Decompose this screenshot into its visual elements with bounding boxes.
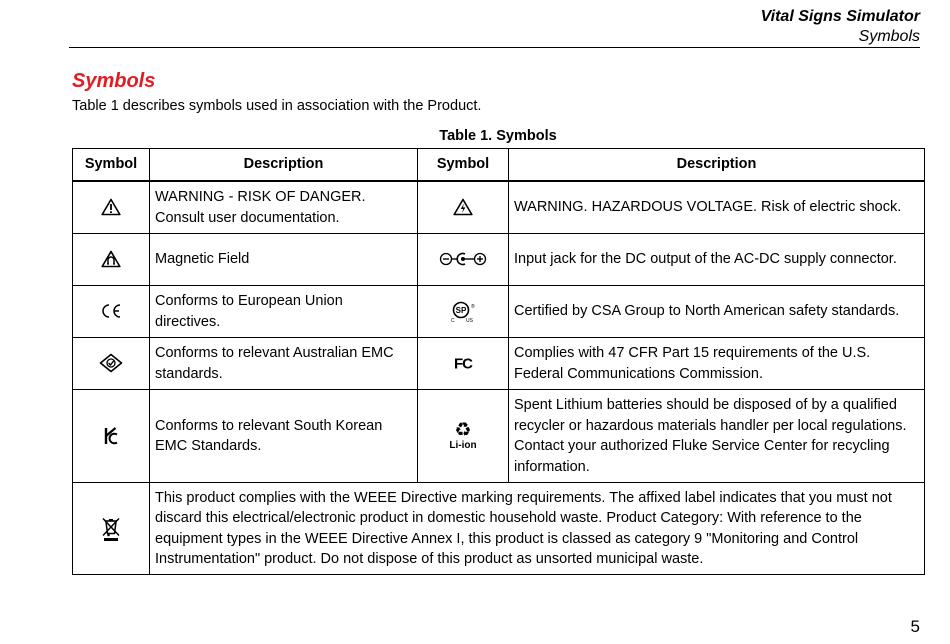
symbol-cell xyxy=(418,390,509,483)
table-row xyxy=(73,390,925,483)
csa-mark-icon xyxy=(448,301,478,323)
recycle-icon: ♻ xyxy=(454,419,472,441)
symbol-cell xyxy=(73,234,150,286)
description-cell: Input jack for the DC output of the AC-DC supply connector. xyxy=(509,234,925,286)
fcc-mark-letters: FC xyxy=(454,355,472,372)
table-row xyxy=(73,234,925,286)
symbols-table xyxy=(72,148,925,575)
csa-registered-mark: ® xyxy=(471,303,475,310)
description-cell: Magnetic Field xyxy=(150,234,418,286)
description-cell: Certified by CSA Group to North American safety standards. xyxy=(509,286,925,338)
description-cell: Complies with 47 CFR Part 15 requirements of the U.S. Federal Communications Commission. xyxy=(509,338,925,390)
symbol-cell xyxy=(73,338,150,390)
ce-mark-icon xyxy=(100,303,122,319)
csa-mark-letters: SP xyxy=(455,305,467,315)
description-cell: Conforms to relevant Australian EMC standards. xyxy=(150,338,418,390)
dc-polarity-icon xyxy=(439,251,487,267)
fcc-mark-icon xyxy=(451,355,475,371)
csa-us-label: US xyxy=(466,317,473,323)
table-caption: Table 1. Symbols xyxy=(439,128,557,144)
symbol-cell xyxy=(73,181,150,234)
csa-c-label: C xyxy=(451,317,455,323)
symbol-cell xyxy=(418,234,509,286)
description-cell: Conforms to relevant South Korean EMC Standards. xyxy=(150,390,418,483)
header-rule xyxy=(69,47,920,48)
symbol-cell xyxy=(73,483,150,575)
symbol-cell xyxy=(73,286,150,338)
description-cell: Spent Lithium batteries should be disposed of by a qualified recycler or hazardous materials handler per local regulations. Contact your authorized Fluke Service Center for recycling information. xyxy=(509,390,925,483)
table-row xyxy=(73,181,925,234)
running-header xyxy=(761,7,920,47)
description-cell: WARNING - RISK OF DANGER. Consult user documentation. xyxy=(150,181,418,234)
recycle-li-ion-icon xyxy=(449,419,477,451)
header-subtitle: Symbols xyxy=(858,28,920,45)
description-cell: This product complies with the WEEE Directive marking requirements. The affixed label indicates that you must not discard this electrical/electronic product in domestic household waste. Product Category: With reference to the equipment types in the WEEE Directive Annex I, this product is classed as category 9 "Monitoring and Control Instrumentation" product. Do not dispose of this product as unsorted municipal waste. xyxy=(150,483,925,575)
page-number: 5 xyxy=(910,617,920,636)
weee-bin-icon xyxy=(100,516,122,542)
section-intro: Table 1 describes symbols used in association with the Product. xyxy=(72,98,482,114)
rcm-mark-icon xyxy=(99,353,123,373)
table-row-weee xyxy=(73,483,925,575)
description-cell: WARNING. HAZARDOUS VOLTAGE. Risk of electric shock. xyxy=(509,181,925,234)
warning-triangle-icon xyxy=(101,198,121,216)
table-row xyxy=(73,338,925,390)
hazardous-voltage-icon xyxy=(453,198,473,216)
symbol-cell xyxy=(418,286,509,338)
col-header-description-2: Description xyxy=(509,149,925,182)
kc-mark-icon xyxy=(103,426,119,446)
symbol-cell xyxy=(418,181,509,234)
li-ion-label: Li-ion xyxy=(449,439,477,451)
symbol-cell xyxy=(418,338,509,390)
table-row xyxy=(73,286,925,338)
symbol-cell xyxy=(73,390,150,483)
col-header-symbol-2: Symbol xyxy=(418,149,509,182)
description-cell: Conforms to European Union directives. xyxy=(150,286,418,338)
magnetic-field-icon xyxy=(101,250,121,268)
col-header-symbol: Symbol xyxy=(73,149,150,182)
section-title: Symbols xyxy=(72,70,156,92)
col-header-description: Description xyxy=(150,149,418,182)
table-header-row xyxy=(73,149,925,182)
header-title: Vital Signs Simulator xyxy=(760,8,920,25)
